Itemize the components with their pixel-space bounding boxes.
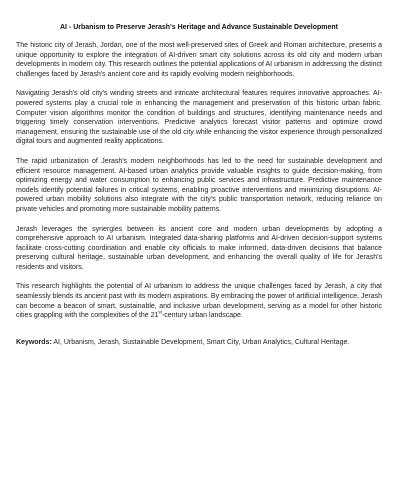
abstract-paragraph-5 <box>16 282 382 320</box>
keywords-list: AI, Urbanism, Jerash, Sustainable Development, Smart City, Urban Analytics, Cultural Heritage. <box>51 338 350 346</box>
abstract-paragraph-4: Jerash leverages the synergies between its ancient core and modern urban developments by adopting a comprehensive approach to AI urbanism. Integrated data-sharing platforms and AI-driven decision-support systems facilitate cross-cutting coordination and enable city officials to make informed, data-driven decisions that balance preserving cultural heritage, sustainable urban development, and enhancing the overall quality of life for Jerash's residents and visitors. <box>16 225 382 271</box>
abstract-paragraph-2: Navigating Jerash's old city's winding streets and intricate architectural features requires innovative approaches. AI-powered systems play a crucial role in enhancing the management and preservation of this historic urban fabric. Computer vision algorithms monitor the condition of buildings and structures, identifying maintenance needs and triggering timely conservation interventions. Predictive analytics forecast visitor patterns and optimize crowd management, ensuring the sustainable use of the old city while enhancing the visitor experience through personalized digital tours and augmented reality applications. <box>16 90 382 146</box>
abstract-paragraph-3: The rapid urbanization of Jerash's modern neighborhoods has led to the need for sustainable development and efficient resource management. AI-based urban analytics provide valuable insights to guide decision-making, from optimizing energy and water consumption to enhancing public services and infrastructure. Predictive maintenance models identify potential failures in critical systems, enabling proactive interventions and minimizing disruptions. AI-powered urban mobility solutions also integrate with the city's public transportation network, reducing reliance on private vehicles and promoting more sustainable mobility patterns. <box>16 157 382 213</box>
abstract-paragraph-5-end: -century urban landscape. <box>161 312 243 320</box>
abstract-paragraph-5-text: This research highlights the potential of AI urbanism to address the unique challenges faced by Jerash, a city that seamlessly blends its ancient past with its modern aspirations. By embracing the power of artificial intelligence, Jerash can become a beacon of smart, sustainable, and inclusive urban development, serving as a model for other historic cities grappling with the complexities of the <box>16 283 382 320</box>
keywords-label: Keywords: <box>16 338 52 346</box>
document-title: AI - Urbanism to Preserve Jerash's Heritage and Advance Sustainable Development <box>59 24 338 31</box>
abstract-paragraph-1: The historic city of Jerash, Jordan, one of the most well-preserved sites of Greek and Roman architecture, presents a unique opportunity to explore the integration of AI-driven smart city solutions across its old city and modern urban developments in modern city. This research outlines the potential applications of AI urbanism in addressing the distinct challenges faced by Jerash's ancient core and its rapidly evolving modern neighborhoods. <box>16 42 382 78</box>
ordinal-number: 21 <box>150 312 159 320</box>
ordinal-suffix: st <box>158 309 162 315</box>
keywords-line <box>16 338 382 348</box>
